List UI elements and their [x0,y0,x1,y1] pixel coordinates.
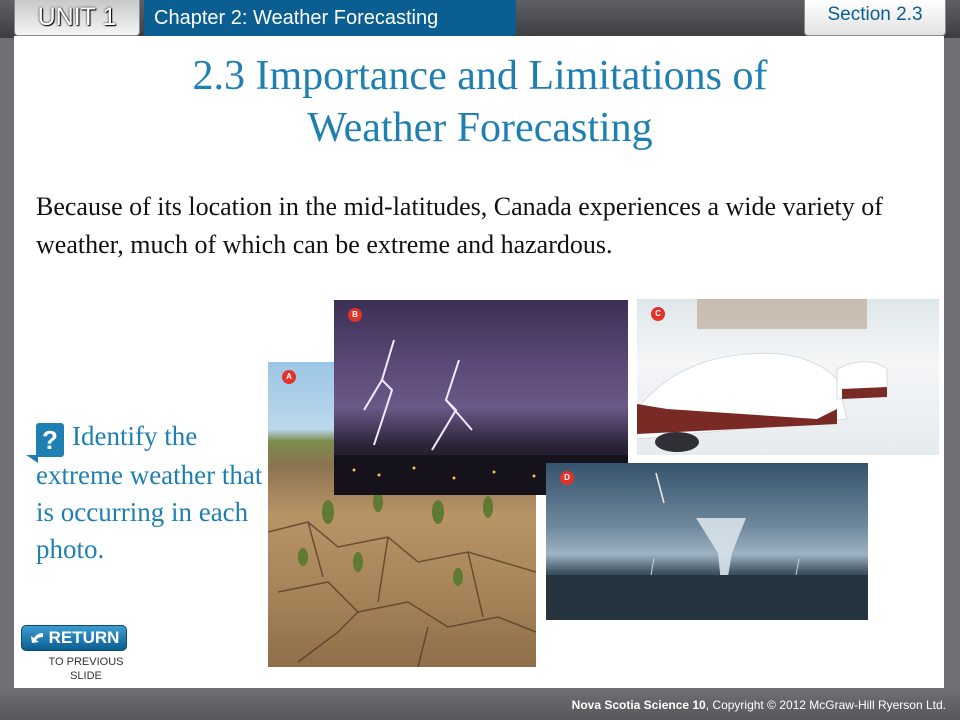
tornado-funnel-icon [546,463,868,620]
return-note-line-1: TO PREVIOUS [48,656,124,668]
tornado-photo [546,463,868,620]
question-prompt [36,418,266,568]
photo-b-label: B [348,308,362,322]
footer-bar [0,690,960,720]
return-button-label: RETURN [48,628,120,647]
section-tab: Section 2.3 [804,0,946,36]
back-arrow-icon [29,631,45,645]
return-note [40,655,132,683]
slide-title [0,50,960,154]
snowstorm-photo [637,299,939,455]
copyright-notice: , Copyright © 2012 McGraw-Hill Ryerson Ltd. [705,698,946,712]
slide-body-text: Because of its location in the mid-latitudes, Canada experiences a wide variety of weather, much of which can be extreme and hazardous. [36,192,883,259]
question-text: Identify the extreme weather that is occurring in each photo. [36,421,263,564]
slide-title-line-1: 2.3 Importance and Limitations of [192,53,768,99]
photo-a-label: A [282,370,296,384]
unit-tab: UNIT 1 [14,0,140,36]
photo-d-label: D [560,471,574,485]
slide-title-line-2: Weather Forecasting [307,105,653,151]
snow-covered-car-icon [637,299,939,455]
copyright-text [572,698,946,712]
chapter-tab: Chapter 2: Weather Forecasting [144,0,516,36]
photo-c-label: C [651,307,665,321]
return-note-line-2: SLIDE [70,670,102,682]
book-title: Nova Scotia Science 10 [571,698,706,712]
return-button[interactable] [21,625,127,651]
question-mark-icon: ? [36,423,64,457]
